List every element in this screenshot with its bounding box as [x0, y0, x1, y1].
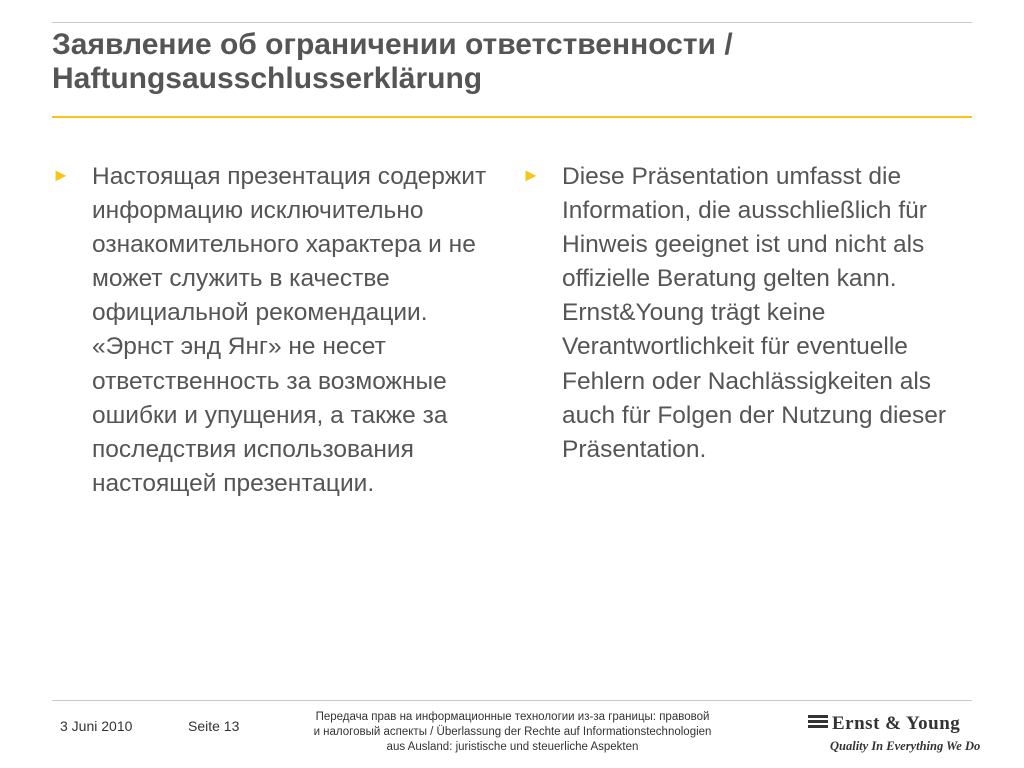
bullet-arrow-icon: ► [522, 165, 540, 185]
footer-page-number: Seite 13 [188, 718, 240, 734]
title-line-2: Haftungsausschlusserklärung [52, 62, 483, 95]
slide-title [52, 28, 982, 96]
footer-caption [270, 710, 755, 755]
right-bullet-text: Diese Präsentation umfasst die Information, die ausschließlich für Hinweis geeignet ist und nicht als offizielle Beratung gelten kann. Ernst&Young trägt keine Verantwortlichkeit für eventuelle Fehlern oder Nachlässigkeiten als auch für Folgen der Nutzung dieser Präsentation. [562, 163, 947, 463]
logo-wordmark: Ernst & Young [832, 713, 961, 734]
title-underline [52, 116, 972, 118]
footer-divider [52, 700, 972, 701]
logo-tagline: Quality In Everything We Do [830, 739, 981, 753]
footer-caption-line-2: и налоговый аспекты / Überlassung der Rechte auf Informationstechnologien [313, 726, 712, 738]
footer-date: 3 Juni 2010 [60, 718, 133, 734]
title-line-1: Заявление об ограничении ответственности / [52, 28, 733, 61]
footer-caption-line-1: Передача прав на информационные технологии из-за границы: правовой [315, 711, 710, 723]
right-column [522, 160, 972, 467]
top-divider [52, 22, 972, 23]
left-bullet-text: Настоящая презентация содержит информацию исключительно ознакомительного характера и не может служить в качестве официальной рекомендации. «Эрнст энд Янг» не несет ответственность за возможные ошибки и упущения, а также за последствия использования настоящей презентации. [92, 163, 487, 497]
logo-bars-icon [808, 715, 828, 733]
bullet-arrow-icon: ► [52, 165, 70, 185]
footer-caption-line-3: aus Ausland: juristische und steuerliche Aspekten [386, 741, 639, 753]
left-column [52, 160, 507, 501]
